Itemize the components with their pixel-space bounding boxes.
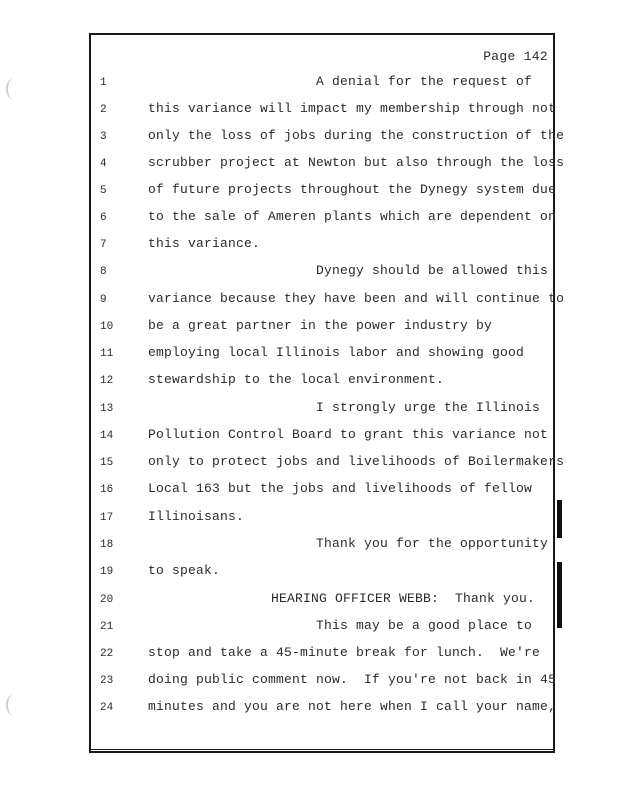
transcript-line: minutes and you are not here when I call your name,	[148, 699, 557, 714]
line-number: 9	[100, 294, 107, 306]
transcript-line: Dynegy should be allowed this	[316, 263, 549, 278]
line-number: 6	[100, 212, 107, 224]
line-number: 8	[100, 266, 107, 278]
transcript-line: This may be a good place to	[316, 618, 533, 633]
line-number: 14	[100, 430, 114, 442]
transcript-line: HEARING OFFICER WEBB: Thank you.	[271, 591, 536, 606]
line-number: 4	[100, 158, 107, 170]
punch-hole-mark	[6, 78, 22, 100]
punch-hole-mark	[6, 694, 22, 716]
line-number: 19	[100, 566, 114, 578]
page-number: Page 142	[483, 49, 548, 64]
transcript-line: be a great partner in the power industry by	[148, 318, 493, 333]
transcript-line: A denial for the request of	[316, 74, 533, 89]
line-number: 7	[100, 239, 107, 251]
line-number: 10	[100, 321, 114, 333]
line-number: 24	[100, 702, 114, 714]
line-number: 21	[100, 621, 114, 633]
transcript-line: scrubber project at Newton but also through the loss	[148, 155, 565, 170]
transcript-line: variance because they have been and will continue to	[148, 291, 565, 306]
line-number: 3	[100, 131, 107, 143]
transcript-line: Thank you for the opportunity	[316, 536, 549, 551]
line-number: 17	[100, 512, 114, 524]
transcript-line: I strongly urge the Illinois	[316, 400, 541, 415]
transcript-line: employing local Illinois labor and showing good	[148, 345, 525, 360]
transcript-line: to speak.	[148, 563, 221, 578]
transcript-line: Illinoisans.	[148, 509, 245, 524]
line-number: 20	[100, 594, 114, 606]
line-number: 22	[100, 648, 114, 660]
transcript-line: this variance will impact my membership through not	[148, 101, 557, 116]
transcript-line: Local 163 but the jobs and livelihoods of fellow	[148, 481, 533, 496]
line-number: 23	[100, 675, 114, 687]
transcript-line: this variance.	[148, 236, 261, 251]
transcript-line: stewardship to the local environment.	[148, 372, 445, 387]
line-number: 12	[100, 375, 114, 387]
transcript-line: stop and take a 45-minute break for lunch. We're	[148, 645, 541, 660]
line-number: 5	[100, 185, 107, 197]
bottom-rule	[89, 749, 555, 750]
transcript-line: only the loss of jobs during the construction of the	[148, 128, 565, 143]
line-number: 18	[100, 539, 114, 551]
transcript-line: doing public comment now. If you're not back in 45	[148, 672, 557, 687]
line-number: 13	[100, 403, 114, 415]
scan-edge-mark	[557, 562, 562, 628]
transcript-line: Pollution Control Board to grant this variance not	[148, 427, 549, 442]
line-number: 1	[100, 77, 107, 89]
transcript-line: of future projects throughout the Dynegy system due	[148, 182, 557, 197]
line-number: 2	[100, 104, 107, 116]
line-number: 15	[100, 457, 114, 469]
transcript-line: to the sale of Ameren plants which are dependent on	[148, 209, 557, 224]
transcript-line: only to protect jobs and livelihoods of Boilermakers	[148, 454, 565, 469]
line-number: 16	[100, 484, 114, 496]
scan-edge-mark	[557, 500, 562, 538]
line-number: 11	[100, 348, 114, 360]
